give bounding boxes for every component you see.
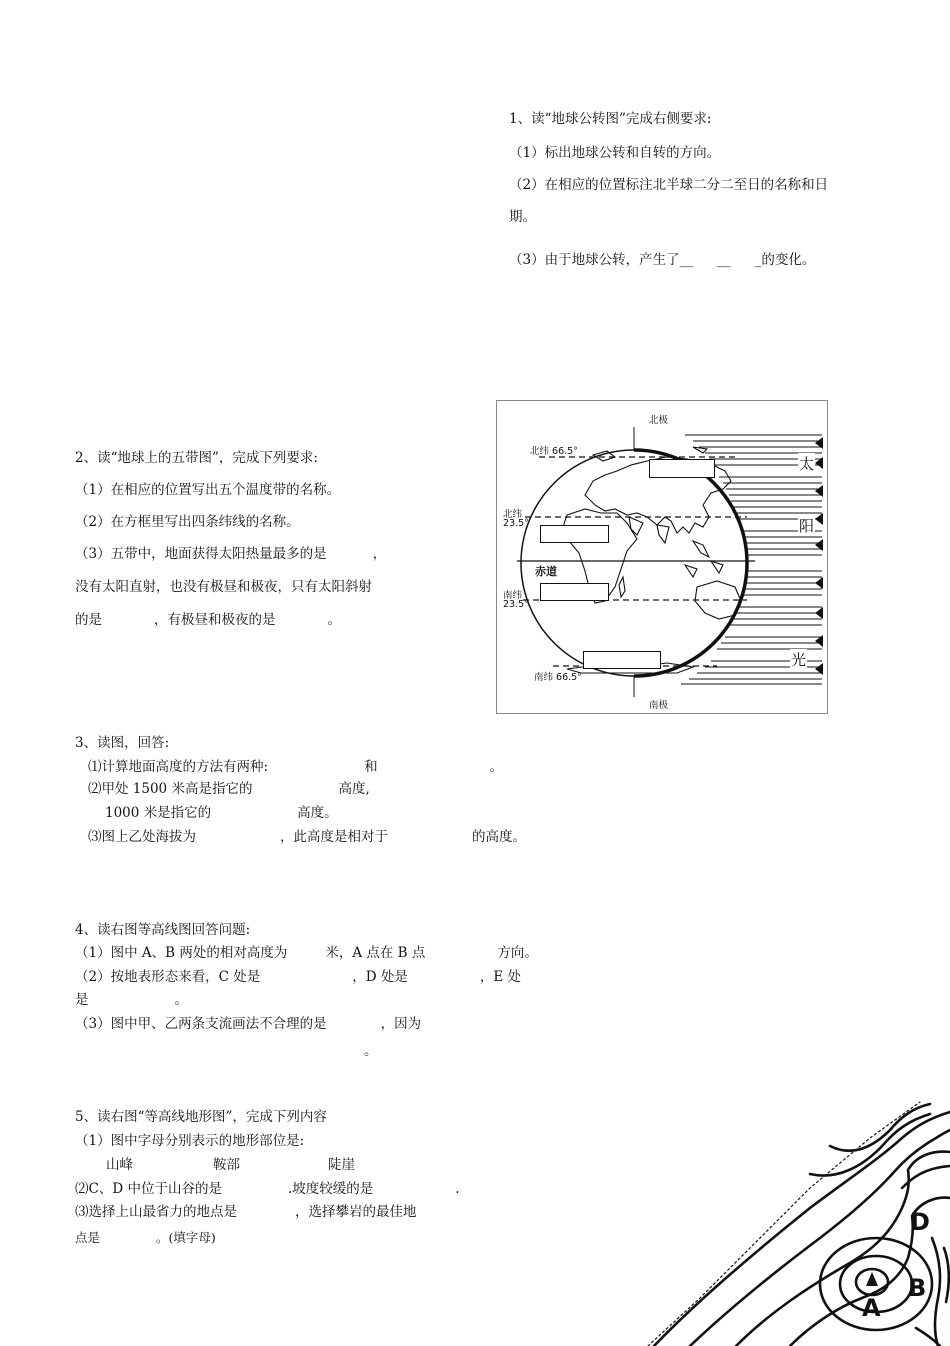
- q3-item-1: ⑴计算地面高度的方法有两种: 和 。: [88, 759, 504, 775]
- contour-label-a: A: [862, 1294, 881, 1322]
- q1-item-3: （3）由于地球公转，产生了__ __ _的变化。: [509, 252, 816, 268]
- label-sun-2: 阳: [799, 517, 815, 535]
- q4-item-2-cont: 是 。: [75, 992, 188, 1008]
- q5-item-3-cont: 点是 。(填字母): [75, 1230, 216, 1245]
- q5-title: 5、读右图“等高线地形图”，完成下列内容: [75, 1109, 327, 1125]
- contour-label-b: B: [908, 1274, 927, 1302]
- contour-map: [640, 1098, 950, 1346]
- label-sun-3: 光: [791, 651, 807, 669]
- label-tropic-south-2: 23.5°: [503, 599, 529, 610]
- label-tropic-south-1: 南纬: [503, 590, 523, 601]
- label-equator: 赤道: [535, 565, 557, 578]
- q5-item-1: （1）图中字母分别表示的地形部位是:: [75, 1133, 305, 1149]
- q2-item-3-cont: 没有太阳直射，也没有极昼和极夜，只有太阳斜射: [75, 579, 372, 595]
- latitude-answer-box-antarctic[interactable]: [583, 651, 661, 669]
- label-tropic-north-1: 北纬: [503, 509, 523, 520]
- label-antarctic-circle: 南纬 66.5°: [534, 672, 582, 683]
- q5-item-2: ⑵C、D 中位于山谷的是 .坡度较缓的是 .: [75, 1181, 460, 1197]
- five-zones-map: [496, 400, 828, 714]
- q3-title: 3、读图，回答:: [75, 735, 170, 751]
- label-tropic-north-2: 23.5°: [503, 518, 529, 529]
- label-arctic-circle: 北纬 66.5°: [530, 446, 578, 457]
- label-north-pole: 北极: [649, 415, 669, 426]
- q1-item-1: （1）标出地球公转和自转的方向。: [509, 145, 721, 161]
- q3-item-2: ⑵甲处 1500 米高是指它的 高度,: [88, 781, 370, 797]
- q4-item-1: （1）图中 A、B 两处的相对高度为 米，A 点在 B 点 方向。: [75, 945, 538, 961]
- q2-item-2: （2）在方框里写出四条纬线的名称。: [75, 514, 300, 530]
- q1-blank-1: __: [679, 252, 694, 268]
- q2-title: 2、读“地球上的五带图”，完成下列要求:: [75, 450, 318, 466]
- latitude-answer-box-tropic-south[interactable]: [540, 583, 609, 601]
- q5-item-3: ⑶选择上山最省力的地点是 ，选择攀岩的最佳地: [75, 1204, 417, 1220]
- latitude-answer-box-arctic[interactable]: [649, 459, 715, 478]
- q4-title: 4、读右图等高线图回答问题:: [75, 922, 251, 938]
- q2-item-3: （3）五带中，地面获得太阳热量最多的是 ，: [75, 546, 387, 562]
- q1-blank-2: __: [717, 252, 731, 268]
- q3-item-2-cont: 1000 米是指它的 高度。: [105, 805, 338, 821]
- q1-title: 1、读“地球公转图”完成右侧要求:: [509, 111, 712, 127]
- contour-label-d: D: [910, 1208, 930, 1236]
- q5-item-1-terms: 山峰 鞍部 陡崖: [106, 1157, 355, 1173]
- label-south-pole: 南极: [649, 700, 669, 711]
- q2-item-1: （1）在相应的位置写出五个温度带的名称。: [75, 482, 341, 498]
- latitude-answer-box-tropic-north[interactable]: [540, 525, 609, 543]
- q4-item-3-end: 。: [364, 1043, 378, 1059]
- q1-item-2: （2）在相应的位置标注北半球二分二至日的名称和日: [509, 177, 829, 193]
- label-sun-1: 太: [799, 455, 815, 473]
- q3-item-3: ⑶图上乙处海拔为 ，此高度是相对于 的高度。: [88, 829, 526, 845]
- q4-item-3: （3）图中甲、乙两条支流画法不合理的是 ，因为: [75, 1016, 422, 1032]
- contour-drawing: [640, 1098, 950, 1346]
- q2-item-3-end: 的是 ，有极昼和极夜的是 。: [75, 612, 341, 628]
- q4-item-2: （2）按地表形态来看，C 处是 ，D 处是 ，E 处: [75, 969, 521, 985]
- q1-item-2-cont: 期。: [509, 209, 536, 225]
